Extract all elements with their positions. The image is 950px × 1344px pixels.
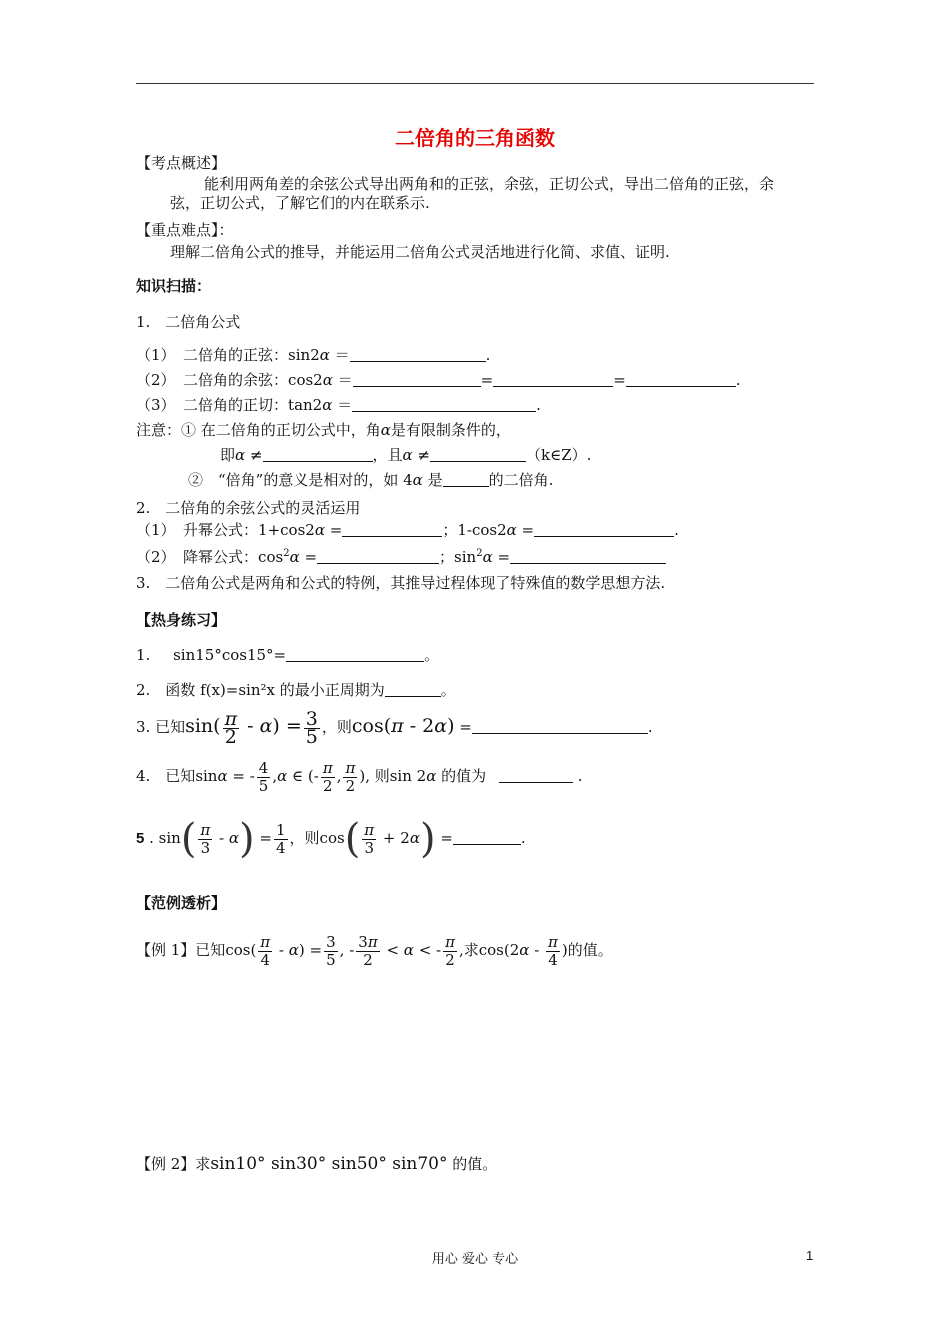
blank-raise-2[interactable] <box>534 522 674 537</box>
overview-line-1: 能利用两角差的余弦公式导出两角和的正弦，余弦，正切公式，导出二倍角的正弦，余 <box>204 175 775 193</box>
knowledge-item-2: 2. 二倍角的余弦公式的灵活运用 <box>136 499 361 517</box>
example-1: 【例 1】已知cos( $\frac{\pi}{4}$ - α) = $\frac{3}{5}$ , - $\frac{3\pi}{2}$ < α < - $\frac{\pi}{2}$ ,求cos(2α - $\frac{\pi}{4}$ )的值。 <box>136 932 613 969</box>
knowledge-item-3: 3. 二倍角公式是两角和公式的特例，其推导过程体现了特殊值的数学思想方法. <box>136 574 666 592</box>
blank-raise-1[interactable] <box>342 522 442 537</box>
warmup-heading: 【热身练习】 <box>136 611 227 629</box>
warmup-q2: 2. 函数 f(x)=sin²x 的最小正周期为 。 <box>136 681 456 699</box>
formula-tangent: （3） 二倍角的正切：tan2α ＝ . <box>136 396 541 414</box>
blank-lower-1[interactable] <box>317 549 439 564</box>
blank-lower-2[interactable] <box>510 549 666 564</box>
blank-condition-2[interactable] <box>430 447 526 462</box>
knowledge-item-1: 1. 二倍角公式 <box>136 313 241 331</box>
knowledge-heading: 知识扫描： <box>136 277 212 295</box>
example-2: 【例 2】求sin10° sin30° sin50° sin70° 的值。 <box>136 1154 498 1174</box>
note-1: 注意：① 在二倍角的正切公式中，角α是有限制条件的， <box>136 421 511 439</box>
formula-cosine: （2） 二倍角的余弦：cos2α ＝ = = . <box>136 371 741 389</box>
note-2: ② “倍角”的意义是相对的，如 4α 是 的二倍角. <box>188 471 554 489</box>
page-title: 二倍角的三角函数 <box>395 126 555 150</box>
power-raise: （1） 升幂公式：1+cos2α = ；1-cos2α = . <box>136 521 679 539</box>
warmup-q5: 5 . sin( $\frac{\pi}{3}$ - α) = $\frac{1}{4}$ ，则cos( $\frac{\pi}{3}$ + 2α) = . <box>136 816 526 862</box>
warmup-q3: 3. 已知sin( $\frac{\pi}{2}$ - α) = $\frac{3}{5}$ ，则cos(π - 2α) = . <box>136 707 653 748</box>
blank-q3[interactable] <box>472 719 648 734</box>
page-number: 1 <box>806 1248 814 1263</box>
power-lower: （2） 降幂公式：$\cos^2\alpha$ = ；$\sin^2\alpha$ = <box>136 544 666 567</box>
blank-q4[interactable] <box>499 768 573 783</box>
blank-cosine-2[interactable] <box>493 372 613 387</box>
blank-q2[interactable] <box>385 682 441 697</box>
blank-tangent[interactable] <box>352 397 536 412</box>
blank-double-angle[interactable] <box>443 472 489 487</box>
warmup-q4: 4. 已知sinα = - $\frac{4}{5}$ ,α ∈ (- $\frac{\pi}{2}$ , $\frac{\pi}{2}$ ), 则sin 2α 的值为 . <box>136 758 583 795</box>
blank-sine[interactable] <box>350 347 486 362</box>
key-points-text: 理解二倍角公式的推导，并能运用二倍角公式灵活地进行化简、求值、证明. <box>170 243 670 261</box>
note-1-condition: 即α ≠ ，且α ≠ （k∈Z）. <box>220 446 592 464</box>
blank-condition-1[interactable] <box>263 447 373 462</box>
header-rule <box>136 83 814 84</box>
formula-sine: （1） 二倍角的正弦：sin2α ＝ . <box>136 346 491 364</box>
blank-q1[interactable] <box>286 647 424 662</box>
footer-note: 用心 爱心 专心 <box>431 1252 519 1267</box>
blank-q5[interactable] <box>453 830 521 845</box>
examples-heading: 【范例透析】 <box>136 894 227 912</box>
overview-heading: 【考点概述】 <box>136 154 227 172</box>
blank-cosine-1[interactable] <box>353 372 481 387</box>
key-points-heading: 【重点难点】： <box>136 221 234 239</box>
overview-line-2: 弦，正切公式，了解它们的内在联系示. <box>170 194 430 212</box>
warmup-q1: 1. sin15°cos15°= 。 <box>136 646 440 664</box>
blank-cosine-3[interactable] <box>626 372 736 387</box>
